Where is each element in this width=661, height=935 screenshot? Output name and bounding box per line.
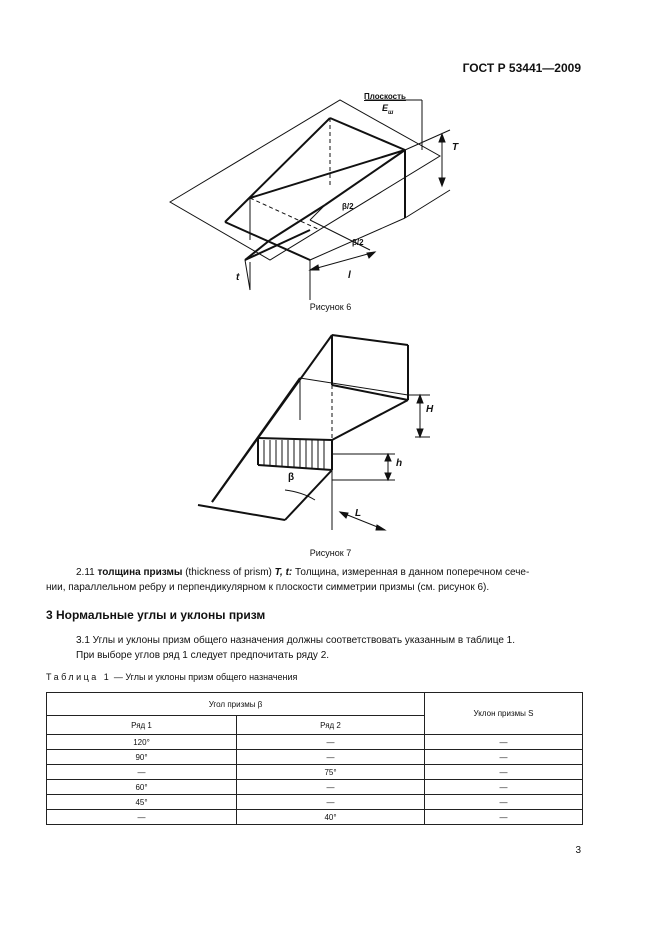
def-term: толщина призмы <box>97 567 183 578</box>
table-cell: — <box>237 780 425 795</box>
dim-l-label: l <box>348 270 351 281</box>
figure-7-caption: Рисунок 7 <box>309 548 352 558</box>
def-number: 2.11 <box>76 567 95 578</box>
angle-half-label-1: β/2 <box>342 202 354 211</box>
angle-beta-label: β <box>288 472 295 483</box>
def-symbols: T, t: <box>274 567 293 578</box>
table-label: Таблица 1 <box>46 672 112 682</box>
table-cell: 120° <box>47 735 237 750</box>
header-angle: Угол призмы β <box>47 693 425 716</box>
table-cell: 90° <box>47 750 237 765</box>
table-cell: — <box>47 765 237 780</box>
table-cell: — <box>237 750 425 765</box>
table-cell: — <box>425 765 583 780</box>
table-title: — Углы и уклоны призм общего назначения <box>113 672 298 682</box>
table-body <box>47 735 583 825</box>
standard-number: ГОСТ Р 53441—2009 <box>462 61 581 75</box>
plane-label: Плоскость <box>364 92 406 101</box>
table-cell: 60° <box>47 780 237 795</box>
table-cell: — <box>47 810 237 825</box>
clause-3-1-line2: При выборе углов ряд 1 следует предпочитать ряду 2. <box>76 650 330 661</box>
figure-6 <box>160 90 490 300</box>
table-row <box>47 750 583 765</box>
dim-t-label: t <box>236 272 240 283</box>
table-row <box>47 765 583 780</box>
section-3-heading: 3 Нормальные углы и уклоны призм <box>46 608 266 622</box>
clause-3-1 <box>46 633 583 663</box>
dim-H-label: H <box>426 404 434 415</box>
def-text: Толщина, измеренная в данном поперечном сече- <box>295 567 530 578</box>
def-text-line2: нии, параллельном ребру и перпендикулярном к плоскости симметрии призмы (см. рисунок 6). <box>46 582 490 593</box>
table-cell: — <box>425 795 583 810</box>
figure-7-drawing <box>190 330 440 540</box>
table-cell: 75° <box>237 765 425 780</box>
dim-L-label: L <box>355 508 362 519</box>
table-cell: — <box>237 735 425 750</box>
figure-7 <box>190 330 440 540</box>
definition-2-11 <box>46 565 583 595</box>
dim-h-label: h <box>396 458 403 469</box>
table-1 <box>46 692 583 825</box>
table-1-caption <box>46 672 297 682</box>
dim-T-label: T <box>452 142 459 153</box>
table-cell: — <box>425 750 583 765</box>
header-row2: Ряд 2 <box>237 716 425 735</box>
table-cell: — <box>425 735 583 750</box>
table-cell: 45° <box>47 795 237 810</box>
table-row <box>47 810 583 825</box>
def-english: (thickness of prism) <box>185 567 272 578</box>
plane-symbol: $E_ш$ <box>382 103 394 116</box>
table-row <box>47 780 583 795</box>
header-slope: Уклон призмы S <box>425 693 583 735</box>
table-row <box>47 735 583 750</box>
figure-6-caption: Рисунок 6 <box>309 302 352 312</box>
angle-half-label-2: β/2 <box>352 238 364 247</box>
table-row <box>47 795 583 810</box>
table-cell: — <box>237 795 425 810</box>
table-cell: 40° <box>237 810 425 825</box>
table-cell: — <box>425 780 583 795</box>
clause-3-1-line1: 3.1 Углы и уклоны призм общего назначения должны соответствовать указанным в таблице 1. <box>76 635 516 646</box>
table-cell: — <box>425 810 583 825</box>
page-number: 3 <box>575 845 581 856</box>
header-row1: Ряд 1 <box>47 716 237 735</box>
figure-6-drawing <box>160 90 490 300</box>
